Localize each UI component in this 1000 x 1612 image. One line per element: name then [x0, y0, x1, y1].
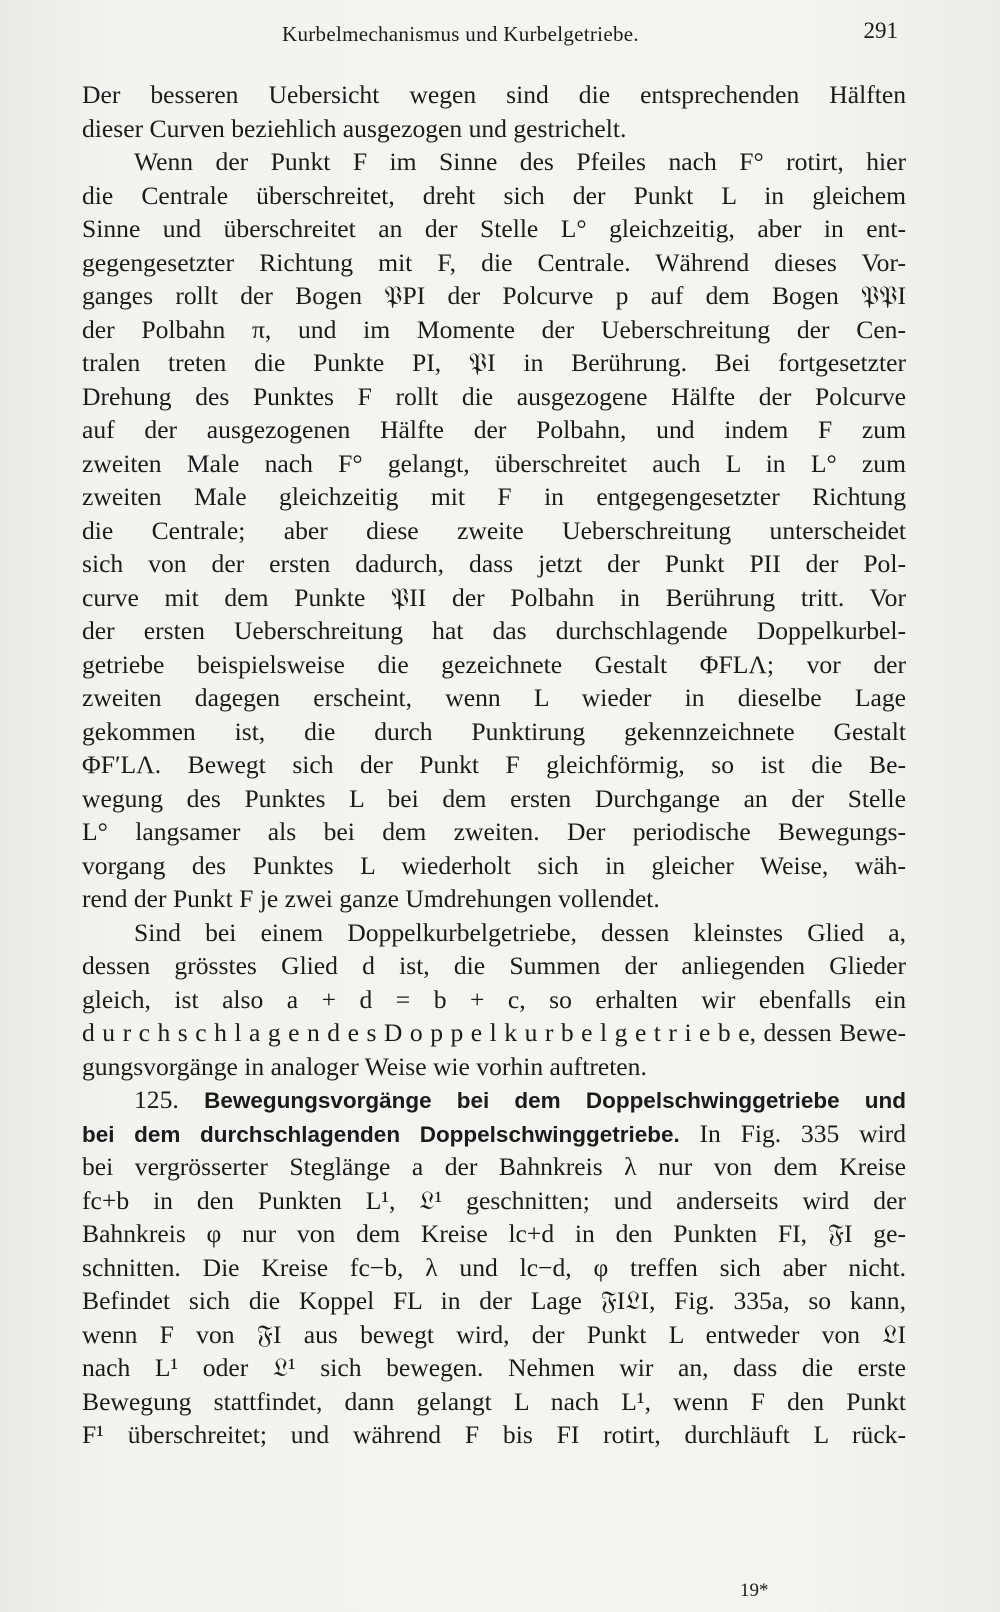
text-line: zweiten dagegen erscheint, wenn L wieder in dieselbe Lage: [82, 683, 906, 712]
text-line: Sind bei einem Doppelkurbelgetriebe, dessen kleinstes Glied a,: [134, 917, 906, 947]
section-number: 125.: [134, 1085, 179, 1114]
section-heading-line: [82, 1083, 906, 1117]
text-line: Drehung des Punktes F rollt die ausgezogene Hälfte der Polcurve: [82, 381, 906, 411]
text-line: zweiten Male gleichzeitig mit F in entgegengesetzter Richtung: [82, 482, 906, 511]
text-line: Sinne und überschreitet an der Stelle L° gleichzeitig, aber in ent-: [82, 214, 906, 243]
text-line: rend der Punkt F je zwei ganze Umdrehungen vollendet.: [82, 884, 660, 913]
text-line: wenn F von 𝔉I aus bewegt wird, der Punkt L entweder von 𝔏I: [82, 1319, 906, 1349]
page-number: 291: [863, 18, 898, 43]
text-line: der ersten Ueberschreitung hat das durchschlagende Doppelkurbel-: [82, 616, 906, 645]
text-line: die Centrale; aber diese zweite Ueberschreitung unterscheidet: [82, 515, 906, 545]
section-line-rest: In Fig. 335 wird: [699, 1118, 906, 1148]
text-line: vorgang des Punktes L wiederholt sich in gleicher Weise, wäh-: [82, 850, 906, 880]
text-line: Der besseren Uebersicht wegen sind die entsprechenden Hälften: [82, 80, 906, 109]
text-line: Befindet sich die Koppel FL in der Lage 𝔉I𝔏I, Fig. 335a, so kann,: [82, 1286, 906, 1315]
text-line: ΦF′LΛ. Bewegt sich der Punkt F gleichförmig, so ist die Be-: [82, 750, 906, 779]
text-line: sich von der ersten dadurch, dass jetzt der Punkt PII der Pol-: [82, 549, 906, 578]
running-head: Kurbelmechanismus und Kurbelgetriebe.: [282, 22, 639, 46]
text-line: gleich, ist also a + d = b + c, so erhalten wir ebenfalls ein: [82, 984, 906, 1014]
page-body: [82, 78, 906, 1452]
text-line: der Polbahn π, und im Momente der Ueberschreitung der Cen-: [82, 314, 906, 344]
text-line: zweiten Male nach F° gelangt, überschreitet auch L in L° zum: [82, 448, 906, 478]
text-line: auf der ausgezogenen Hälfte der Polbahn, und indem F zum: [82, 415, 906, 444]
text-line: L° langsamer als bei dem zweiten. Der periodische Bewegungs-: [82, 817, 906, 846]
text-line: gegengesetzter Richtung mit F, die Centrale. Während dieses Vor-: [82, 247, 906, 277]
text-line: bei vergrösserter Steglänge a der Bahnkreis λ nur von dem Kreise: [82, 1152, 906, 1181]
text-line: curve mit dem Punkte 𝔓II der Polbahn in Berührung tritt. Vor: [82, 582, 906, 612]
text-line: dieser Curven beziehlich ausgezogen und gestrichelt.: [82, 113, 627, 143]
section-title-part2: bei dem durchschlagenden Doppelschwinggetriebe.: [82, 1121, 680, 1147]
text-line: getriebe beispielsweise die gezeichnete Gestalt ΦFLΛ; vor der: [82, 649, 906, 679]
text-line: F¹ überschreitet; und während F bis FI rotirt, durchläuft L rück-: [82, 1420, 906, 1449]
text-line: dessen grösstes Glied d ist, die Summen der anliegenden Glieder: [82, 951, 906, 980]
section-heading-line: [82, 1117, 906, 1151]
text-line: ganges rollt der Bogen 𝔓PI der Polcurve p auf dem Bogen 𝔓𝔓I: [82, 281, 906, 310]
text-line: schnitten. Die Kreise fc−b, λ und lc−d, φ treffen sich aber nicht.: [82, 1252, 906, 1282]
text-line: tralen treten die Punkte PI, 𝔓I in Berührung. Bei fortgesetzter: [82, 348, 906, 377]
section-title-part1: Bewegungsvorgänge bei dem Doppelschwinggetriebe und: [204, 1088, 906, 1113]
text-line: die Centrale überschreitet, dreht sich der Punkt L in gleichem: [82, 180, 906, 210]
text-line: Wenn der Punkt F im Sinne des Pfeiles nach F° rotirt, hier: [134, 147, 906, 176]
signature-mark: 19*: [740, 1580, 769, 1601]
text-line: wegung des Punktes L bei dem ersten Durchgange an der Stelle: [82, 783, 906, 813]
text-line: gekommen ist, die durch Punktirung gekennzeichnete Gestalt: [82, 716, 906, 746]
text-line: gungsvorgänge in analoger Weise wie vorhin auftreten.: [82, 1051, 647, 1081]
text-line: nach L¹ oder 𝔏¹ sich bewegen. Nehmen wir an, dass die erste: [82, 1353, 906, 1382]
text-line: d u r c h s c h l a g e n d e s D o p p e l k u r b e l g e t r i e b e, dessen Bewe-: [82, 1018, 906, 1047]
text-line: Bahnkreis φ nur von dem Kreise lc+d in den Punkten FI, 𝔉I ge-: [82, 1219, 906, 1248]
text-line: Bewegung stattfindet, dann gelangt L nach L¹, wenn F den Punkt: [82, 1386, 906, 1416]
text-line: fc+b in den Punkten L¹, 𝔏¹ geschnitten; und anderseits wird der: [82, 1185, 906, 1215]
